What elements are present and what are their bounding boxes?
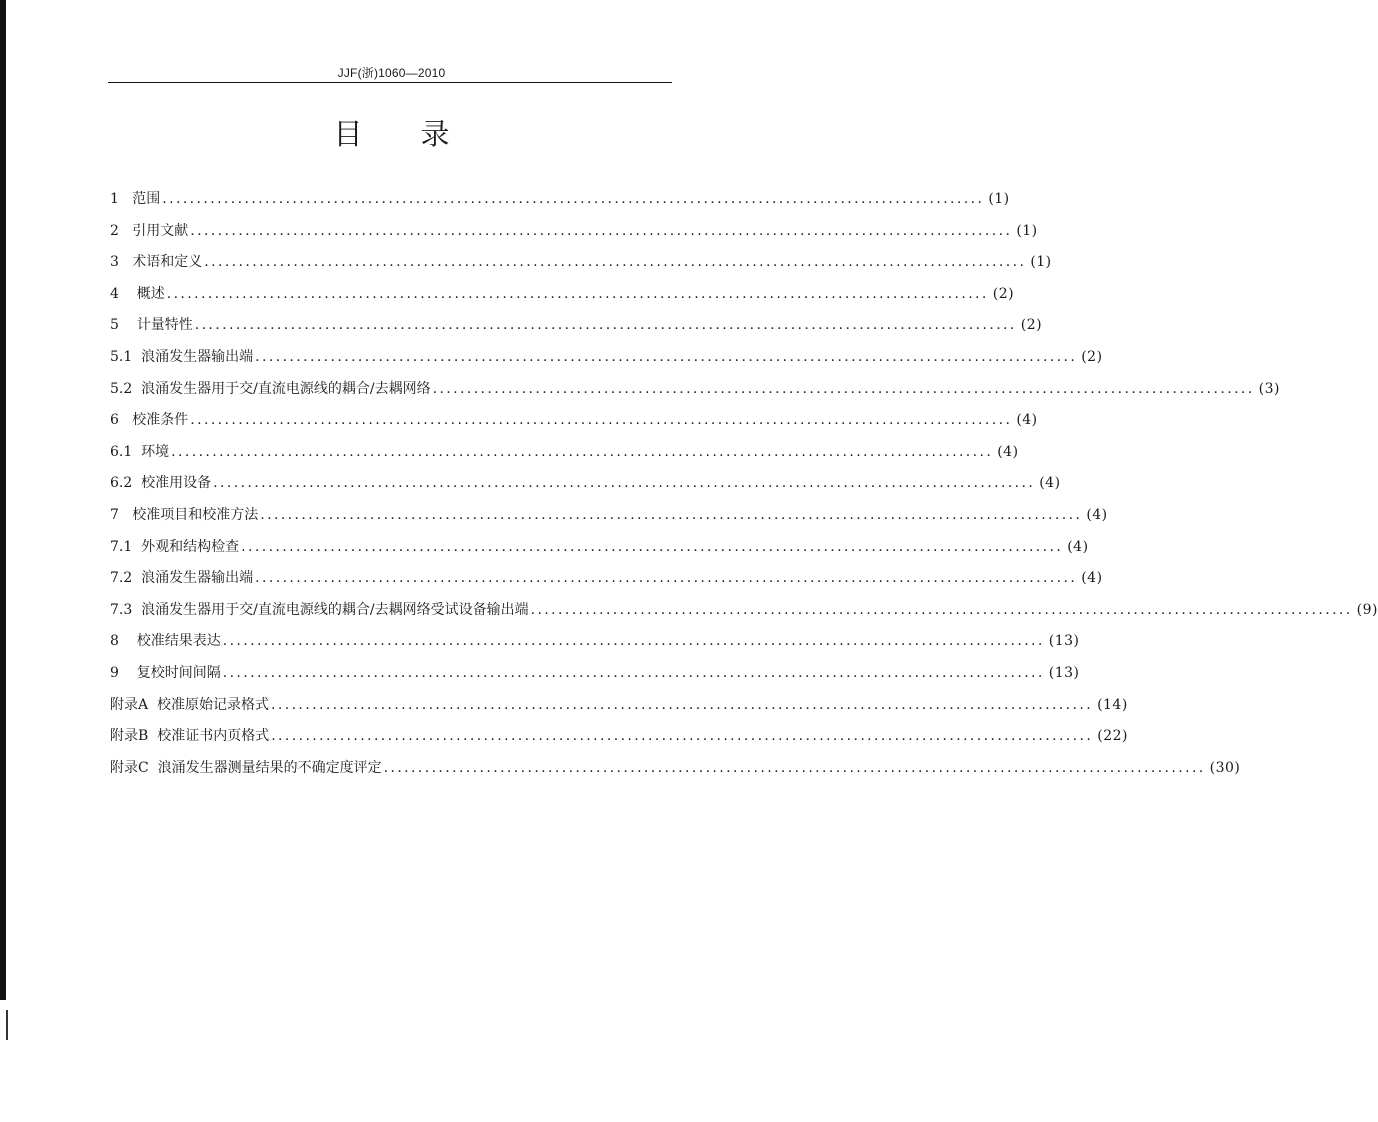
toc-entry[interactable] <box>110 188 1010 220</box>
toc-entry-page: (1) <box>988 191 1010 207</box>
toc-entry-title: 环境 <box>141 443 170 460</box>
toc-leader-dots: ........................................................................................................................ <box>260 506 1083 523</box>
toc-entry-number: 6.2 <box>110 475 133 492</box>
toc-entry-page: (4) <box>997 443 1019 460</box>
toc-entry[interactable] <box>110 314 1043 346</box>
toc-leader-dots: ........................................................................................................................ <box>204 254 1027 271</box>
toc-entry-title: 引用文献 <box>132 222 189 239</box>
toc-entry-gap <box>119 633 137 649</box>
toc-entry-gap <box>119 286 137 302</box>
table-of-contents <box>110 188 1378 788</box>
toc-leader-dots: ........................................................................................................................ <box>383 759 1206 776</box>
toc-entry-gap <box>132 349 141 365</box>
toc-entry-title: 校准证书内页格式 <box>157 728 270 745</box>
toc-entry-gap <box>148 697 157 713</box>
toc-leader-dots: ........................................................................................................................ <box>432 380 1255 397</box>
toc-entry-page: (22) <box>1097 728 1128 745</box>
toc-entry[interactable] <box>110 283 1015 315</box>
toc-entry-page: (13) <box>1048 664 1080 681</box>
toc-entry-number: 6.1 <box>110 443 133 460</box>
toc-entry-page: (1) <box>1030 254 1052 271</box>
page-title: 目录 <box>333 117 508 151</box>
toc-entry-title: 校准用设备 <box>141 475 212 492</box>
toc-entry-gap <box>132 475 141 491</box>
toc-entry-gap <box>149 760 158 776</box>
toc-entry-gap <box>132 602 141 618</box>
toc-entry[interactable] <box>110 599 1378 631</box>
toc-entry-gap <box>119 317 137 333</box>
toc-entry[interactable] <box>110 472 1061 504</box>
toc-entry[interactable] <box>110 694 1128 726</box>
toc-entry-title: 校准原始记录格式 <box>157 696 270 713</box>
toc-entry[interactable] <box>110 630 1080 662</box>
toc-entry[interactable] <box>110 378 1280 410</box>
toc-entry-number: 附录C <box>110 759 149 776</box>
toc-entry-page: (2) <box>1020 317 1043 334</box>
toc-entry-title: 浪涌发生器输出端 <box>141 570 254 587</box>
toc-entry[interactable] <box>110 504 1108 536</box>
toc-entry-gap <box>132 570 141 586</box>
toc-entry-page: (1) <box>1016 222 1038 239</box>
toc-entry-title: 校准条件 <box>132 412 189 429</box>
toc-entry-gap <box>119 254 132 270</box>
toc-entry-number: 附录B <box>110 728 149 745</box>
toc-entry-number: 9 <box>110 664 119 681</box>
toc-entry[interactable] <box>110 536 1089 568</box>
toc-entry-page: (9) <box>1356 601 1378 618</box>
toc-leader-dots: ........................................................................................................................ <box>162 191 985 207</box>
toc-leader-dots: ........................................................................................................................ <box>271 696 1094 713</box>
toc-entry-page: (2) <box>992 285 1015 302</box>
toc-entry-gap <box>119 412 132 428</box>
toc-entry-title: 浪涌发生器测量结果的不确定度评定 <box>157 759 382 776</box>
toc-entry-page: (4) <box>1086 506 1108 523</box>
toc-leader-dots: ........................................................................................................................ <box>241 538 1064 555</box>
toc-leader-dots: ........................................................................................................................ <box>222 633 1045 650</box>
toc-leader-dots: ........................................................................................................................ <box>190 412 1013 429</box>
standard-code-header: JJF(浙)1060—2010 <box>337 66 446 80</box>
toc-entry-number: 7.2 <box>110 570 133 587</box>
toc-entry-title: 校准结果表达 <box>136 633 221 650</box>
toc-entry-page: (14) <box>1097 696 1128 713</box>
toc-entry-gap <box>132 539 141 555</box>
toc-entry-page: (4) <box>1081 570 1103 587</box>
toc-entry-gap <box>119 223 132 239</box>
toc-entry-number: 3 <box>110 254 119 271</box>
toc-entry-title: 校准项目和校准方法 <box>132 506 259 523</box>
toc-entry-page: (4) <box>1016 412 1038 429</box>
toc-entry-number: 5 <box>110 317 119 334</box>
toc-entry-title: 复校时间间隔 <box>136 664 221 681</box>
toc-entry-page: (13) <box>1048 633 1080 650</box>
toc-entry-number: 7.1 <box>110 538 133 555</box>
header-rule <box>108 82 672 83</box>
toc-entry-page: (4) <box>1067 538 1089 555</box>
toc-entry-gap <box>148 728 157 744</box>
toc-entry[interactable] <box>110 662 1080 694</box>
toc-leader-dots: ........................................................................................................................ <box>213 475 1036 492</box>
toc-entry-title: 浪涌发生器用于交/直流电源线的耦合/去耦网络受试设备输出端 <box>141 601 529 618</box>
toc-entry-number: 6 <box>110 412 119 429</box>
toc-entry-gap <box>119 507 132 523</box>
toc-entry[interactable] <box>110 725 1128 757</box>
toc-entry[interactable] <box>110 346 1103 378</box>
toc-leader-dots: ........................................................................................................................ <box>190 222 1013 239</box>
toc-entry-title: 概述 <box>136 285 165 302</box>
toc-entry-number: 5.2 <box>110 380 133 397</box>
toc-entry-number: 4 <box>110 285 119 302</box>
toc-entry-gap <box>119 191 132 207</box>
toc-leader-dots: ........................................................................................................................ <box>222 664 1045 681</box>
toc-entry-page: (3) <box>1258 380 1280 397</box>
toc-entry-number: 5.1 <box>110 348 133 365</box>
toc-entry[interactable] <box>110 220 1038 252</box>
toc-entry-gap <box>132 381 141 397</box>
toc-entry-page: (2) <box>1081 348 1103 365</box>
toc-entry-title: 浪涌发生器输出端 <box>141 348 254 365</box>
toc-entry[interactable] <box>110 567 1103 599</box>
toc-entry-title: 外观和结构检查 <box>141 538 240 555</box>
toc-leader-dots: ........................................................................................................................ <box>255 348 1078 365</box>
toc-entry[interactable] <box>110 757 1241 789</box>
toc-leader-dots: ........................................................................................................................ <box>530 601 1353 618</box>
toc-entry-gap <box>119 665 137 681</box>
toc-entry-number: 1 <box>110 191 119 207</box>
toc-entry-number: 8 <box>110 633 119 650</box>
toc-entry-number: 7 <box>110 506 119 523</box>
toc-entry-number: 7.3 <box>110 601 133 618</box>
toc-entry-page: (4) <box>1039 475 1061 492</box>
toc-leader-dots: ........................................................................................................................ <box>194 317 1017 334</box>
toc-entry[interactable] <box>110 409 1038 441</box>
toc-leader-dots: ........................................................................................................................ <box>271 728 1094 745</box>
toc-entry-title: 计量特性 <box>136 317 193 334</box>
toc-entry-number: 附录A <box>110 696 149 713</box>
toc-leader-dots: ........................................................................................................................ <box>166 285 989 302</box>
toc-leader-dots: ........................................................................................................................ <box>171 443 994 460</box>
toc-entry-title: 浪涌发生器用于交/直流电源线的耦合/去耦网络 <box>141 380 431 397</box>
toc-entry[interactable] <box>110 441 1019 473</box>
toc-entry-title: 术语和定义 <box>132 254 203 271</box>
toc-entry-number: 2 <box>110 222 119 239</box>
scan-edge-mark <box>6 1010 8 1040</box>
toc-entry[interactable] <box>110 251 1052 283</box>
toc-entry-page: (30) <box>1209 759 1241 776</box>
toc-leader-dots: ........................................................................................................................ <box>255 570 1078 587</box>
toc-entry-gap <box>132 444 141 460</box>
toc-entry-title: 范围 <box>132 191 161 207</box>
